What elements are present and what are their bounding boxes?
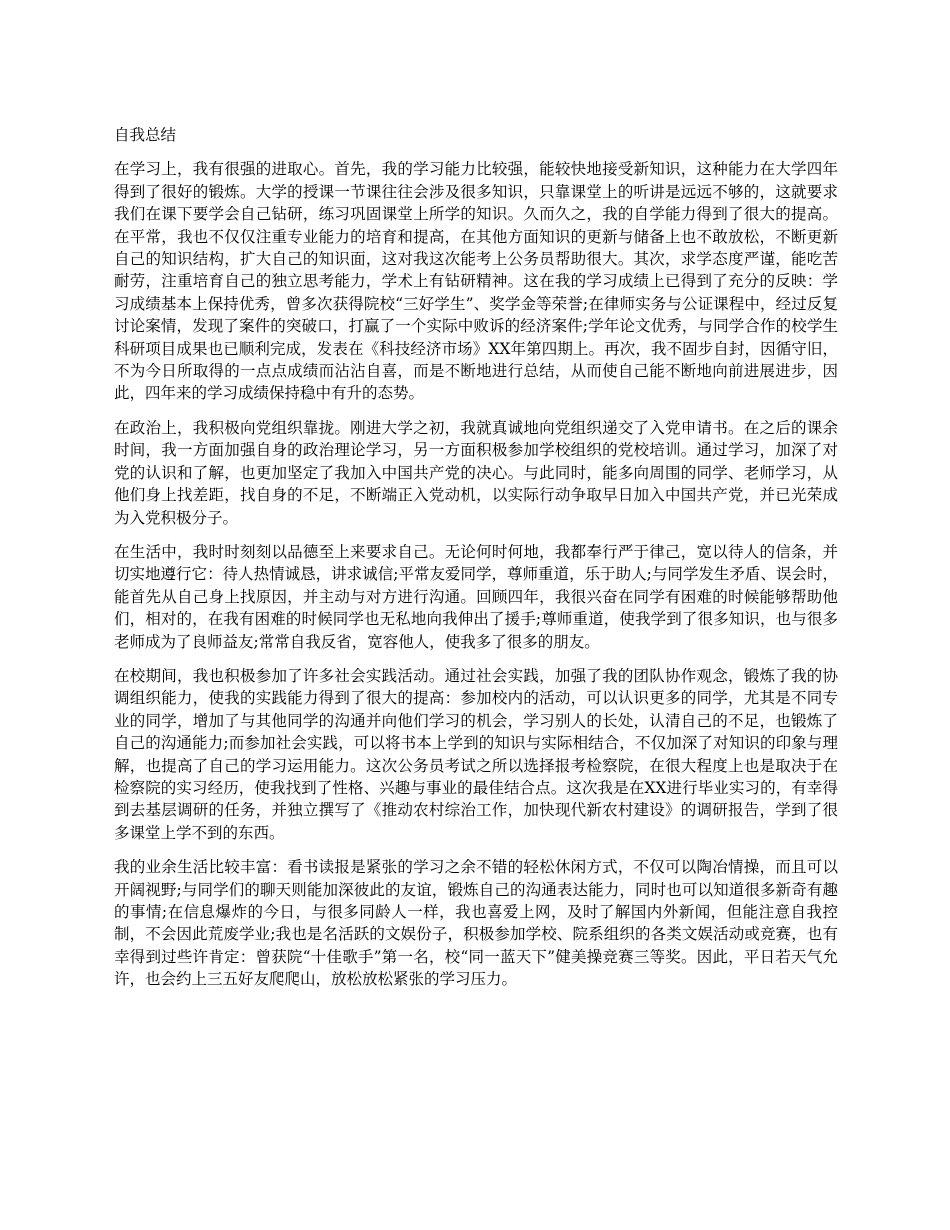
document-page <box>114 124 838 1003</box>
document-title: 自我总结 <box>114 126 177 144</box>
paragraph-practice: 在校期间，我也积极参加了许多社会实践活动。通过社会实践，加强了我的团队协作观念，锻炼了我的协调组织能力，使我的实践能力得到了很大的提高：参加校内的活动，可以认识更多的同学，尤其是不同专业的同学，增加了与其他同学的沟通并向他们学习的机会，学习别人的长处，认清自己的不足，也锻炼了自己的沟通能力;而参加社会实践，可以将书本上学到的知识与实际相结合，不仅加深了对知识的印象与理解，也提高了自己的学习运用能力。这次公务员考试之所以选择报考检察院，在很大程度上也是取决于在检察院的实习经历，使我找到了性格、兴趣与事业的最佳结合点。这次我是在XX进行毕业实习的，有幸得到去基层调研的任务，并独立撰写了《推动农村综治工作，加快现代新农村建设》的调研报告，学到了很多课堂上学不到的东西。 <box>114 666 838 842</box>
paragraph-study: 在学习上，我有很强的进取心。首先，我的学习能力比较强，能较快地接受新知识，这种能力在大学四年得到了很好的锻炼。大学的授课一节课往往会涉及很多知识，只靠课堂上的听讲是远远不够的，这就要求我们在课下要学会自己钻研，练习巩固课堂上所学的知识。久而久之，我的自学能力得到了很大的提高。在平常，我也不仅仅注重专业能力的培育和提高，在其他方面知识的更新与储备上也不敢放松，不断更新自己的知识结构，扩大自己的知识面，这对我这次能考上公务员帮助很大。其次，求学态度严谨，能吃苦耐劳，注重培育自己的独立思考能力，学术上有钻研精神。这在我的学习成绩上已得到了充分的反映：学习成绩基本上保持优秀，曾多次获得院校“三好学生”、奖学金等荣誉;在律师实务与公证课程中，经过反复讨论案情，发现了案件的突破口，打赢了一个实际中败诉的经济案件;学年论文优秀，与同学合作的校学生科研项目成果也已顺利完成，发表在《科技经济市场》XX年第四期上。再次，我不固步自封，因循守旧，不为今日所取得的一点点成绩而沾沾自喜，而是不断地进行总结，从而使自己能不断地向前进展进步，因此，四年来的学习成绩保持稳中有升的态势。 <box>114 160 838 403</box>
paragraph-life: 在生活中，我时时刻刻以品德至上来要求自己。无论何时何地，我都奉行严于律己，宽以待人的信条，并切实地遵行它：待人热情诚恳，讲求诚信;平常友爱同学，尊师重道，乐于助人;与同学发生矛盾、误会时，能首先从自己身上找原因，并主动与对方进行沟通。回顾四年，我很兴奋在同学有困难的时候能够帮助他们，相对的，在我有困难的时候同学也无私地向我伸出了援手;尊师重道，使我学到了很多知识，也与很多老师成为了良师益友;常常自我反省，宽容他人，使我多了很多的朋友。 <box>114 542 838 651</box>
paragraph-leisure: 我的业余生活比较丰富：看书读报是紧张的学习之余不错的轻松休闲方式，不仅可以陶冶情操，而且可以开阔视野;与同学们的聊天则能加深彼此的友谊，锻炼自己的沟通表达能力，同时也可以知道很多新奇有趣的事情;在信息爆炸的今日，与很多同龄人一样，我也喜爱上网，及时了解国内外新闻，但能注意自我控制，不会因此荒废学业;我也是名活跃的文娱份子，积极参加学校、院系组织的各类文娱活动或竞赛，也有幸得到过些许肯定：曾获院“十佳歌手”第一名，校“同一蓝天下”健美操竞赛三等奖。因此，平日若天气允许，也会约上三五好友爬爬山，放松放松紧张的学习压力。 <box>114 858 838 989</box>
paragraph-politics: 在政治上，我积极向党组织靠拢。刚进大学之初，我就真诚地向党组织递交了入党申请书。在之后的课余时间，我一方面加强自身的政治理论学习，另一方面积极参加学校组织的党校培训。通过学习，加深了对党的认识和了解，也更加坚定了我加入中国共产党的决心。与此同时，能多向周围的同学、老师学习，从他们身上找差距，找自身的不足，不断端正入党动机，以实际行动争取早日加入中国共产党，并已光荣成为入党积极分子。 <box>114 418 838 527</box>
